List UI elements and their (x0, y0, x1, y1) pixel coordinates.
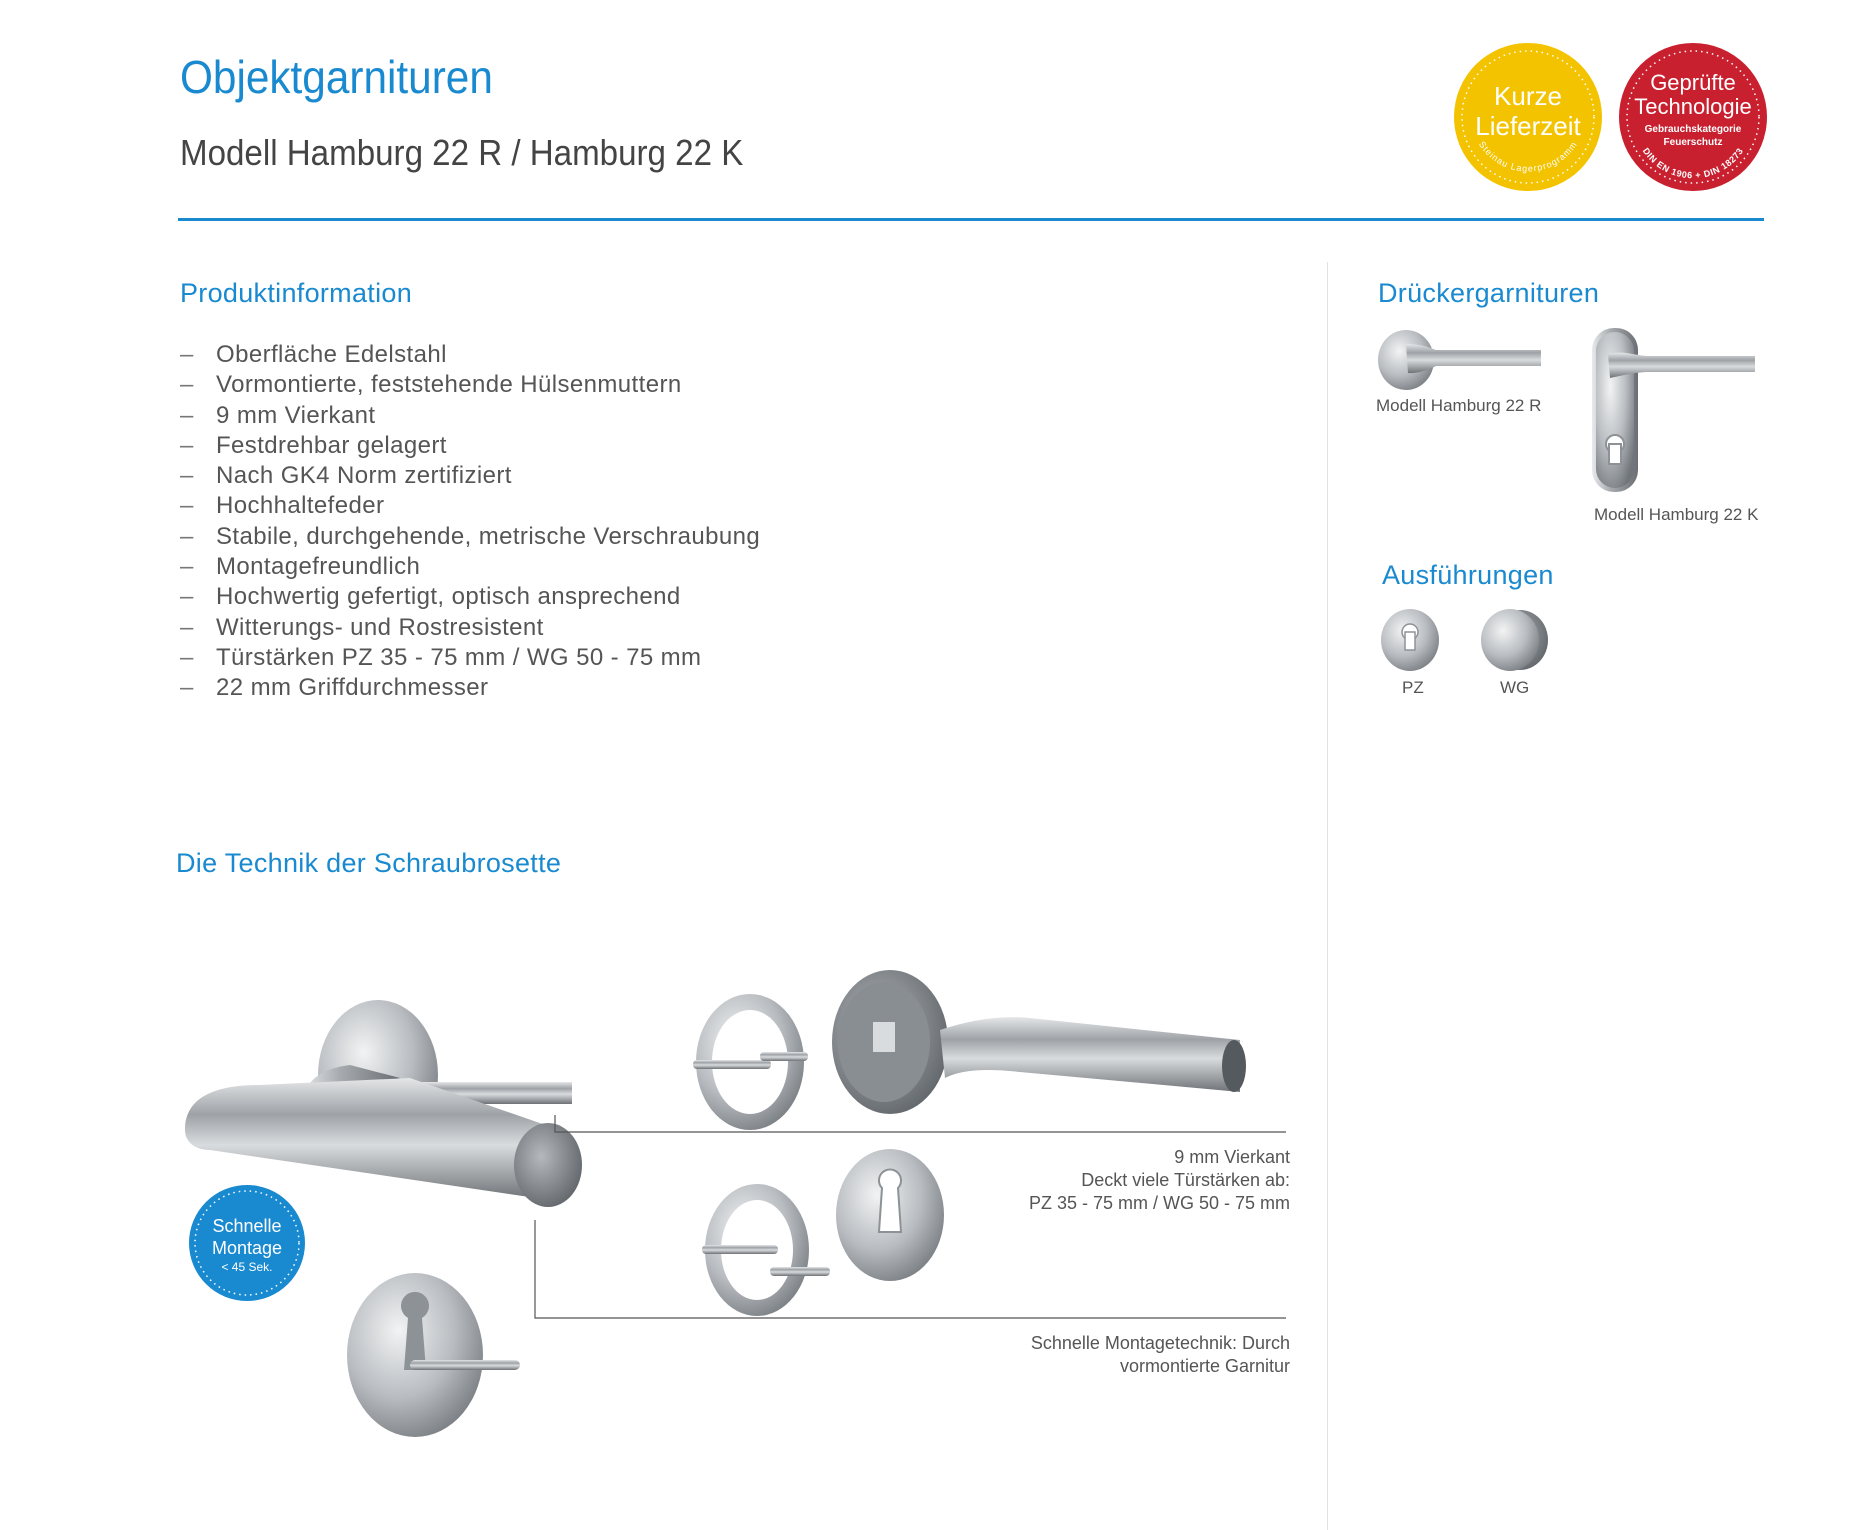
kurze-badge-line2: Lieferzeit (1475, 111, 1581, 141)
schnelle-montage-line2: Montage (211, 1238, 283, 1258)
note-vierkant-line1: 9 mm Vierkant (1174, 1147, 1290, 1167)
feature-text: Hochhaltefeder (216, 492, 385, 520)
gepruefte-badge-ring-text: DIN EN 1906 + DIN 18273 (1640, 145, 1746, 181)
feature-item (180, 643, 760, 673)
feature-text: Hochwertig gefertigt, optisch ansprechend (216, 583, 681, 611)
feature-dash: – (180, 613, 194, 641)
model-hamburg-22k-caption: Modell Hamburg 22 K (1594, 505, 1759, 524)
feature-text: Festdrehbar gelagert (216, 431, 447, 459)
leader-line-vierkant (555, 1115, 1286, 1132)
page-subtitle: Modell Hamburg 22 R / Hamburg 22 K (180, 132, 744, 173)
gepruefte-badge-line4: Feuerschutz (1663, 137, 1723, 148)
feature-item (180, 340, 760, 370)
kurze-badge-ring-text: Steinau Lagerprogramm (1476, 139, 1580, 174)
feature-item (180, 401, 760, 431)
header-divider (178, 218, 1764, 221)
note-montage-line2: vormontierte Garnitur (1119, 1356, 1290, 1376)
model-hamburg-22r-caption: Modell Hamburg 22 R (1376, 396, 1542, 415)
feature-dash: – (180, 553, 194, 581)
feature-item (180, 431, 760, 461)
gepruefte-badge-line1: Geprüfte (1650, 70, 1736, 95)
feature-item (180, 522, 760, 552)
model-hamburg-22k-image (1590, 326, 1760, 496)
column-divider (1327, 262, 1328, 1530)
feature-dash: – (180, 431, 194, 459)
feature-text: Türstärken PZ 35 - 75 mm / WG 50 - 75 mm (216, 643, 702, 671)
schnelle-montage-line3: < 45 Sek. (221, 1260, 273, 1274)
feature-dash: – (180, 674, 194, 702)
exploded-rosette-top (693, 970, 1246, 1130)
feature-text: Nach GK4 Norm zertifiziert (216, 462, 512, 490)
feature-item (180, 461, 760, 491)
exploded-lever (940, 1017, 1240, 1092)
feature-dash: – (180, 583, 194, 611)
page-title: Objektgarnituren (180, 51, 493, 103)
note-montage-line1: Schnelle Montagetechnik: Durch (1030, 1333, 1290, 1353)
feature-text: Montagefreundlich (216, 553, 421, 581)
feature-item (180, 552, 760, 582)
feature-dash: – (180, 462, 194, 490)
feature-item (180, 491, 760, 521)
model-hamburg-22r-image (1376, 328, 1546, 393)
pz-rosette-image (1380, 608, 1440, 672)
feature-item (180, 582, 760, 612)
pz-caption: PZ (1402, 678, 1424, 697)
feature-text: 9 mm Vierkant (216, 401, 376, 429)
kurze-badge-line1: Kurze (1494, 81, 1562, 111)
feature-text: Witterungs- und Rostresistent (216, 613, 544, 641)
note-vierkant-line3: PZ 35 - 75 mm / WG 50 - 75 mm (1028, 1193, 1290, 1213)
technik-heading: Die Technik der Schraubrosette (176, 848, 562, 878)
feature-text: Vormontierte, feststehende Hülsenmuttern (216, 371, 682, 399)
drueckergarnituren-heading: Drückergarnituren (1378, 278, 1600, 308)
feature-text: Oberfläche Edelstahl (216, 341, 447, 368)
note-vierkant-line2: Deckt viele Türstärken ab: (1081, 1170, 1290, 1190)
produktinformation-heading: Produktinformation (180, 278, 413, 308)
feature-dash: – (180, 643, 194, 671)
gepruefte-technologie-badge (1618, 42, 1768, 192)
feature-item (180, 613, 760, 643)
schnelle-montage-badge (189, 1185, 305, 1301)
wg-caption: WG (1500, 678, 1530, 697)
feature-dash: – (180, 492, 194, 520)
feature-item (180, 673, 760, 703)
feature-dash: – (180, 401, 194, 429)
ausfuehrungen-heading: Ausführungen (1382, 560, 1554, 590)
feature-dash: – (180, 371, 194, 399)
kurze-lieferzeit-badge (1453, 42, 1603, 192)
feature-item (180, 370, 760, 400)
feature-text: 22 mm Griffdurchmesser (216, 674, 489, 702)
note-vierkant (900, 1146, 1290, 1215)
feature-dash: – (180, 341, 194, 368)
gepruefte-badge-line3: Gebrauchskategorie (1644, 124, 1742, 135)
feature-dash: – (180, 522, 194, 550)
feature-text: Stabile, durchgehende, metrische Verschraubung (216, 522, 761, 550)
wg-rosette-image (1476, 608, 1550, 672)
feature-list (180, 340, 760, 704)
gepruefte-badge-line2: Technologie (1634, 94, 1752, 119)
schnelle-montage-line1: Schnelle (212, 1216, 282, 1236)
note-montage (900, 1332, 1290, 1378)
